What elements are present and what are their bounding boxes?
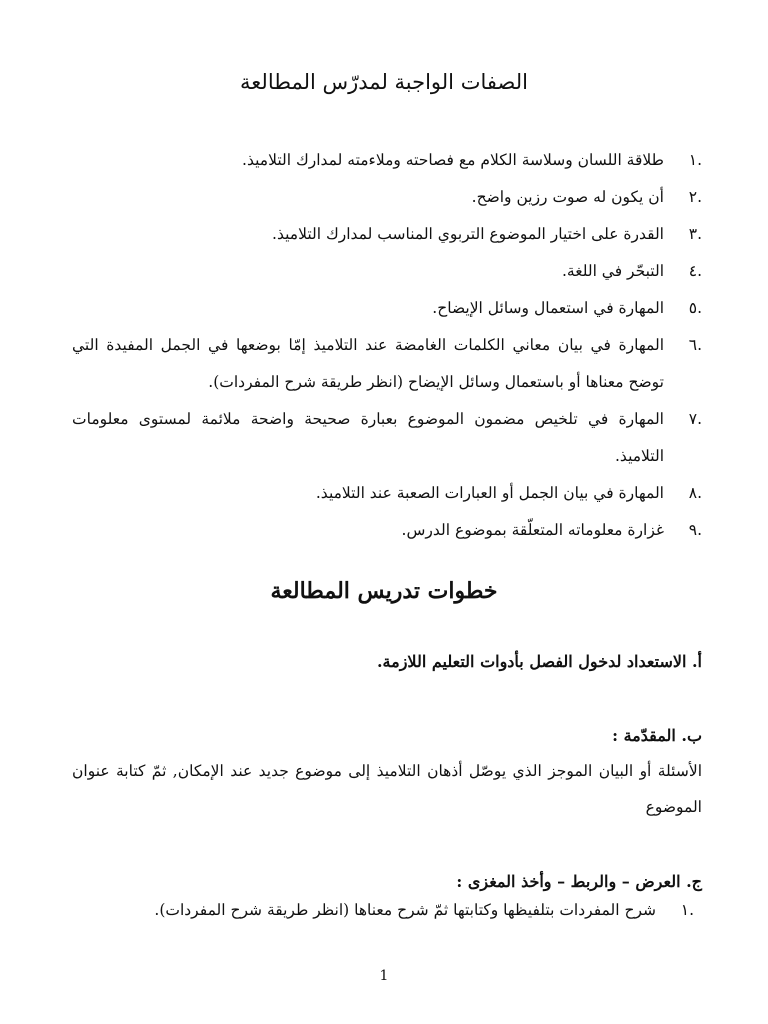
list-item: [72, 512, 702, 549]
list-item: [72, 142, 702, 179]
item-text: أن يكون له صوت رزين واضح.: [471, 188, 664, 206]
page-title: الصفات الواجبة لمدرّس المطالعة: [240, 70, 528, 94]
item-text: القدرة على اختيار الموضوع التربوي المناسب لمدارك التلاميذ.: [272, 225, 664, 243]
item-text: غزارة معلوماته المتعلّقة بموضوع الدرس.: [401, 521, 664, 539]
page-number: 1: [379, 968, 389, 984]
section-heading: خطوات تدريس المطالعة: [270, 578, 498, 604]
list-item: [72, 216, 702, 253]
list-item: [72, 401, 702, 475]
list-item: [72, 253, 702, 290]
step-b-heading: ب. المقدّمة :: [612, 726, 702, 745]
item-number: .٣: [688, 225, 702, 243]
subitem-number: .١: [680, 901, 694, 919]
item-number: .٥: [688, 299, 702, 317]
item-text: المهارة في بيان الجمل أو العبارات الصعبة عند التلاميذ.: [315, 484, 664, 502]
item-text: التبحّر في اللغة.: [562, 262, 664, 280]
list-item: [72, 290, 702, 327]
item-number: .١: [688, 151, 702, 169]
qualities-list: [72, 142, 702, 549]
step-c-heading: ج. العرض – والربط – وأخذ المغزى :: [456, 872, 702, 891]
item-text: المهارة في تلخيص مضمون الموضوع بعبارة صحيحة واضحة ملائمة لمستوى معلومات التلاميذ.: [72, 410, 664, 465]
subitem-text: شرح المفردات بتلفيظها وكتابتها ثمّ شرح معناها (انظر طريقة شرح المفردات).: [154, 901, 656, 919]
item-number: .٦: [688, 336, 702, 354]
step-b-body: الأسئلة أو البيان الموجز الذي يوصّل أذهان التلاميذ إلى موضوع جديد عند الإمكان, ثمّ كتابة عنوان الموضوع: [72, 762, 702, 816]
list-item: [72, 327, 702, 401]
item-number: .٤: [688, 262, 702, 280]
item-number: .٨: [688, 484, 702, 502]
item-text: طلاقة اللسان وسلاسة الكلام مع فصاحته وملاءمته لمدارك التلاميذ.: [242, 151, 664, 169]
item-number: .٩: [688, 521, 702, 539]
item-number: .٢: [688, 188, 702, 206]
step-b: [72, 726, 702, 825]
item-text: المهارة في استعمال وسائل الإيضاح.: [432, 299, 664, 317]
item-number: .٧: [688, 410, 702, 428]
list-item: [72, 475, 702, 512]
list-item: [72, 179, 702, 216]
step-c-subitem: [72, 901, 702, 919]
item-text: المهارة في بيان معاني الكلمات الغامضة عند التلاميذ إمّا بوضعها في الجمل المفيدة التي توضح معناها أو باستعمال وسائل الإيضاح (انظر طريقة شرح المفردات).: [72, 336, 664, 391]
step-c: [72, 872, 702, 919]
step-a: أ. الاستعداد لدخول الفصل بأدوات التعليم اللازمة.: [376, 652, 702, 671]
